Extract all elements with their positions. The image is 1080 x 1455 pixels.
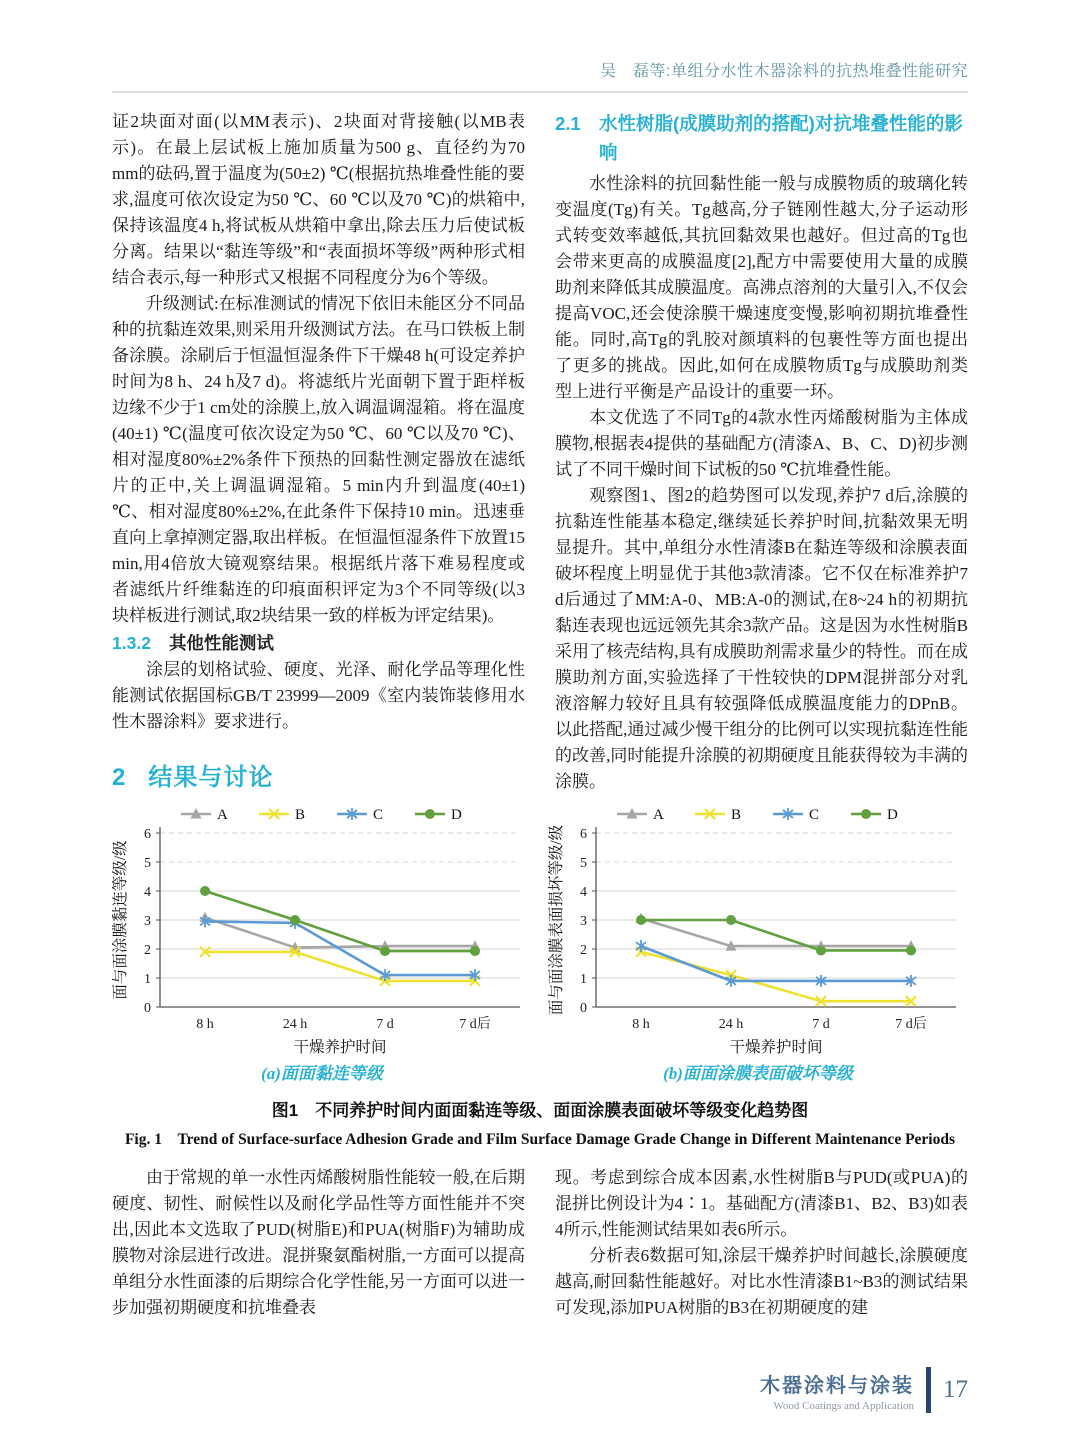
heading-section-2-1 bbox=[555, 109, 968, 167]
paragraph-pud-pua: 由于常规的单一水性丙烯酸树脂性能较一般,在后期硬度、韧性、耐候性以及耐化学品性等方面性能并不突出,因此本文选取了PUD(树脂E)和PUA(树脂F)为辅助成膜物对涂层进行改进。混拼聚氨酯树脂,一方面可以提高单组分水性面漆的后期综合化学性能,另一方面可以进一步加强初期硬度和抗堆叠表 bbox=[112, 1168, 525, 1317]
bottom-right-column bbox=[555, 1165, 968, 1321]
x-axis-label: 干燥养护时间 bbox=[729, 1039, 823, 1056]
svg-text:4: 4 bbox=[144, 885, 151, 900]
chart-a-subtitle: (a)面面黏连等级 bbox=[261, 1064, 383, 1083]
legend-item-A bbox=[181, 807, 228, 823]
heading-section-2 bbox=[112, 757, 525, 792]
legend-item-A bbox=[617, 807, 664, 823]
svg-text:1: 1 bbox=[144, 972, 151, 987]
svg-text:5: 5 bbox=[580, 856, 587, 871]
svg-text:A: A bbox=[217, 807, 228, 823]
svg-text:24 h: 24 h bbox=[282, 1017, 308, 1032]
series-A bbox=[636, 913, 917, 951]
heading-number: 2.1 bbox=[555, 113, 581, 134]
svg-text:6: 6 bbox=[580, 827, 587, 842]
axes bbox=[112, 827, 520, 1056]
gridlines bbox=[160, 833, 520, 978]
series-B bbox=[636, 947, 916, 1006]
chart-panel-a bbox=[112, 803, 532, 1084]
chart-adhesion-grade bbox=[112, 803, 532, 1057]
heading-title: 其他性能测试 bbox=[168, 633, 274, 653]
page-footer bbox=[760, 1367, 968, 1413]
legend-item-B bbox=[695, 807, 741, 823]
journal-name-en: Wood Coatings and Application bbox=[773, 1399, 914, 1412]
legend-item-C bbox=[337, 807, 383, 823]
svg-text:A: A bbox=[653, 807, 664, 823]
y-axis-label: 面与面涂膜黏连等级/级 bbox=[112, 840, 129, 1000]
series-B bbox=[200, 947, 480, 986]
svg-text:D: D bbox=[451, 807, 462, 823]
svg-text:0: 0 bbox=[144, 1001, 151, 1016]
running-title: 吴 磊等:单组分水性木器涂料的抗热堆叠性能研究 bbox=[600, 63, 968, 80]
svg-text:B: B bbox=[731, 807, 742, 823]
journal-name bbox=[760, 1369, 914, 1412]
svg-text:6: 6 bbox=[144, 827, 151, 842]
y-axis-label: 面与面涂膜表面损坏等级/级 bbox=[548, 824, 565, 1016]
chart-panel-b bbox=[548, 803, 968, 1084]
paragraph-test-method-continued: 证2块面对面(以MM表示)、2块面对背接触(以MB表示)。在最上层试板上施加质量为500 g、直径约为70 mm的砝码,置于温度为(50±2) ℃(根据抗热堆叠性能的要求,温度可依次设定为50 ℃、60 ℃以及70 ℃)的烘箱中,保持该温度4 h,将试板从烘箱中拿出,除去压力后使试板分离。结果以“黏连等级”和“表面损坏等级”两种形式相结合表示,每一种形式又根据不同程度分为6个等级。 bbox=[112, 112, 525, 287]
svg-text:7 d后: 7 d后 bbox=[459, 1017, 491, 1032]
journal-name-zh: 木器涂料与涂装 bbox=[760, 1374, 914, 1397]
heading-title: 结果与讨论 bbox=[148, 764, 274, 791]
legend-item-B bbox=[259, 807, 305, 823]
legend-item-D bbox=[415, 807, 462, 823]
svg-text:7 d: 7 d bbox=[812, 1017, 830, 1032]
footer-divider bbox=[926, 1367, 931, 1413]
legend bbox=[181, 807, 462, 823]
paragraph-upgrade-test: 升级测试:在标准测试的情况下依旧未能区分不同品种的抗黏连效果,则采用升级测试方法。在马口铁板上制备涂膜。涂刷后于恒温恒湿条件下干燥48 h(可设定养护时间为8 h、24 h及7 d)。将滤纸片光面朝下置于距样板边缘不少于1 cm处的涂膜上,放入调温调湿箱。将在温度(40±1) ℃(温度可依次设定为50 ℃、60 ℃以及70 ℃)、相对湿度80%±2%条件下预热的回黏性测定器放在滤纸片的正中,关上调温调湿箱。5 min内升到温度(40±1) ℃、相对湿度80%±2%,在此条件下保持10 min。迅速垂直向上拿掉测定器,取出样板。在恒温恒湿条件下放置15 min,用4倍放大镜观察结果。根据纸片落下难易程度或者滤纸片纤维黏连的印痕面积评定为3个不同等级(以3块样板进行测试,取2块结果一致的样板为评定结果)。 bbox=[112, 294, 525, 625]
chart-b-subtitle: (b)面面涂膜表面破坏等级 bbox=[663, 1064, 853, 1083]
svg-text:2: 2 bbox=[580, 943, 587, 958]
svg-text:7 d后: 7 d后 bbox=[895, 1017, 927, 1032]
heading-number: 1.3.2 bbox=[112, 633, 151, 653]
lower-columns bbox=[112, 1165, 968, 1321]
svg-text:B: B bbox=[295, 807, 306, 823]
figure-caption-en: Fig. 1 Trend of Surface-surface Adhesion Grade and Film Surface Damage Grade Change in Different Maintenance Periods bbox=[124, 1131, 956, 1148]
page-number: 17 bbox=[943, 1376, 968, 1403]
heading-number: 2 bbox=[112, 764, 127, 791]
paragraph-table6-analysis: 分析表6数据可知,涂层干燥养护时间越长,涂膜硬度越高,耐回黏性能越好。对比水性清漆B1~B3的测试结果可发现,添加PUA树脂的B3在初期硬度的建 bbox=[555, 1246, 968, 1317]
gridlines bbox=[596, 833, 956, 978]
paragraph-blend-ratio: 现。考虑到综合成本因素,水性树脂B与PUD(或PUA)的混拼比例设计为4∶1。基础配方(清漆B1、B2、B3)如表4所示,性能测试结果如表6所示。 bbox=[555, 1168, 968, 1239]
legend-item-C bbox=[773, 807, 819, 823]
x-axis-label: 干燥养护时间 bbox=[293, 1039, 387, 1056]
paragraph-figure-observation: 观察图1、图2的趋势图可以发现,养护7 d后,涂膜的抗黏连性能基本稳定,继续延长养护时间,抗黏效果无明显提升。其中,单组分水性清漆B在黏连等级和涂膜表面破坏程度上明显优于其他3款清漆。它不仅在标准养护7 d后通过了MM:A-0、MB:A-0的测试,在8~24 h的初期抗黏连表现也远远领先其余3款产品。这是因为水性树脂B采用了核壳结构,具有成膜助剂需求量少的特性。而在成膜助剂方面,实验选择了干性较快的DPM混拼部分对乳液溶解力较好且具有较强降低成膜温度能力的DPnB。以此搭配,通过减少慢干组分的比例可以实现抗黏连性能的改善,同时能提升涂膜的初期硬度且能获得较为丰满的涂膜。 bbox=[555, 486, 968, 791]
legend bbox=[617, 807, 898, 823]
paragraph-other-tests: 涂层的划格试验、硬度、光泽、耐化学品等理化性能测试依据国标GB/T 23999—2009《室内装饰装修用水性木器涂料》要求进行。 bbox=[112, 660, 525, 731]
svg-text:3: 3 bbox=[144, 914, 151, 929]
svg-text:24 h: 24 h bbox=[718, 1017, 744, 1032]
series-A bbox=[200, 912, 481, 952]
svg-text:C: C bbox=[809, 807, 820, 823]
paragraph-tg-discussion: 水性涂料的抗回黏性能一般与成膜物质的玻璃化转变温度(Tg)有关。Tg越高,分子链刚性越大,分子运动形式转变效率越低,其抗回黏效果也越好。但过高的Tg也会带来更高的成膜温度[2],配方中需要使用大量的成膜助剂来降低其成膜温度。高沸点溶剂的大量引入,不仅会提高VOC,还会使涂膜干燥速度变慢,影响初期抗堆叠性能。同时,高Tg的乳胶对颜填料的包裹性等方面也提出了更多的挑战。因此,如何在成膜物质Tg与成膜助剂类型上进行平衡是产品设计的重要一环。 bbox=[555, 174, 968, 401]
paragraph-four-resins: 本文优选了不同Tg的4款水性丙烯酸树脂为主体成膜物,根据表4提供的基础配方(清漆A、B、C、D)初步测试了不同干燥时间下试板的50 ℃抗堆叠性能。 bbox=[555, 408, 968, 479]
figure-caption-zh: 图1 不同养护时间内面面黏连等级、面面涂膜表面破坏等级变化趋势图 bbox=[271, 1101, 809, 1120]
running-header bbox=[112, 58, 968, 93]
svg-text:1: 1 bbox=[580, 972, 587, 987]
chart-surface-damage-grade bbox=[548, 803, 968, 1057]
series-C bbox=[200, 915, 480, 981]
legend-item-D bbox=[851, 807, 898, 823]
svg-text:0: 0 bbox=[580, 1001, 587, 1016]
figure-1 bbox=[112, 803, 968, 1149]
svg-text:C: C bbox=[373, 807, 384, 823]
heading-1-3-2 bbox=[112, 630, 525, 656]
svg-text:7 d: 7 d bbox=[376, 1017, 394, 1032]
svg-text:8 h: 8 h bbox=[632, 1017, 650, 1032]
heading-title: 水性树脂(成膜助剂的搭配)对抗堆叠性能的影响 bbox=[599, 113, 963, 163]
right-column bbox=[555, 109, 968, 795]
bottom-left-column bbox=[112, 1165, 525, 1321]
axes bbox=[548, 824, 956, 1056]
svg-text:2: 2 bbox=[144, 943, 151, 958]
charts-row bbox=[112, 803, 968, 1084]
upper-columns bbox=[112, 109, 968, 795]
svg-text:3: 3 bbox=[580, 914, 587, 929]
svg-text:D: D bbox=[887, 807, 898, 823]
svg-text:5: 5 bbox=[144, 856, 151, 871]
svg-text:8 h: 8 h bbox=[196, 1017, 214, 1032]
left-column bbox=[112, 109, 525, 795]
svg-text:4: 4 bbox=[580, 885, 587, 900]
